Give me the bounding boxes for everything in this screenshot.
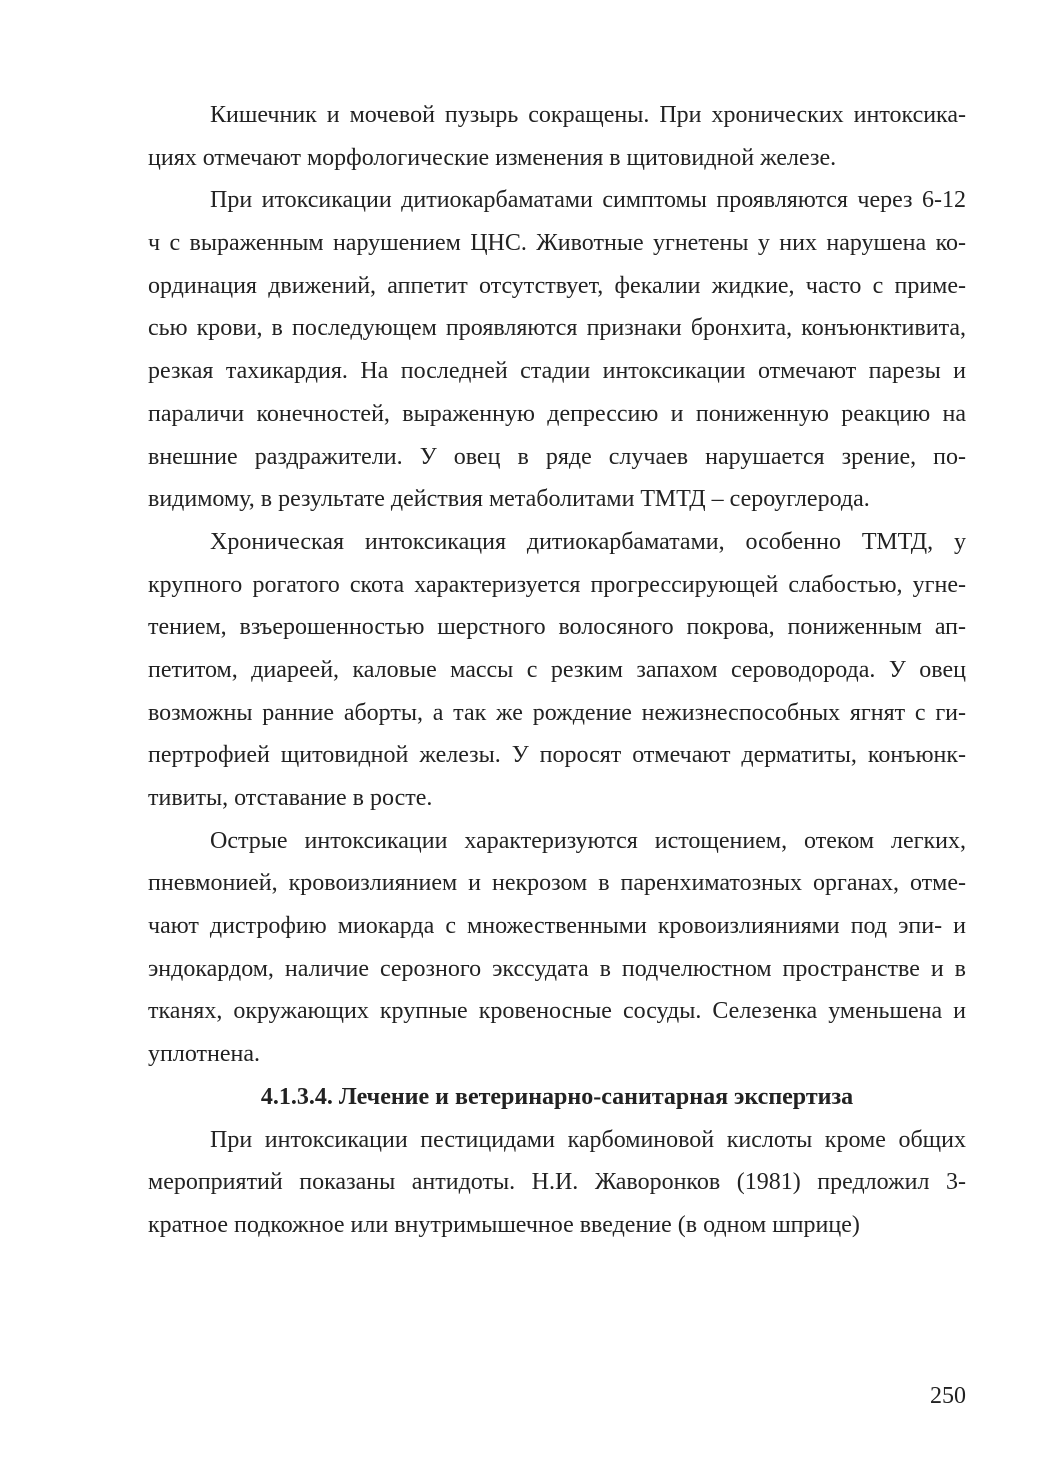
text-line: Хроническая интоксикация дитиокарбаматами, особенно ТМТД, у	[210, 528, 966, 555]
paragraph	[148, 1119, 966, 1247]
text-line: Острые интоксикации характеризуются истощением, отеком легких,	[210, 827, 966, 854]
text-line: эндокардом, наличие серозного экссудата в подчелюстном пространстве и в	[148, 955, 966, 982]
text-line: тканях, окружающих крупные кровеносные сосуды. Селезенка уменьшена и	[148, 998, 966, 1025]
text-line: возможны ранние аборты, а так же рождение нежизнеспособных ягнят с ги-	[148, 699, 966, 726]
paragraph	[148, 94, 966, 179]
text-line: мероприятий показаны антидоты. Н.И. Жаворонков (1981) предложил 3-	[148, 1169, 966, 1196]
document-page	[148, 94, 966, 1247]
text-line: циях отмечают морфологические изменения в щитовидной железе.	[148, 144, 837, 171]
section-heading: 4.1.3.4. Лечение и ветеринарно-санитарная экспертиза	[260, 1083, 854, 1110]
text-line: Кишечник и мочевой пузырь сокращены. При хронических интоксика-	[210, 102, 966, 128]
text-line: кратное подкожное или внутримышечное введение (в одном шприце)	[148, 1211, 860, 1238]
text-line: тением, взъерошенностью шерстного волосяного покрова, пониженным ап-	[148, 614, 966, 641]
text-line: внешние раздражители. У овец в ряде случаев нарушается зрение, по-	[148, 443, 966, 470]
text-line: параличи конечностей, выраженную депрессию и пониженную реакцию на	[148, 400, 966, 427]
text-line: крупного рогатого скота характеризуется прогрессирующей слабостью, угне-	[148, 571, 966, 598]
text-line: тивиты, отставание в росте.	[148, 785, 433, 811]
text-line: При итоксикации дитиокарбаматами симптомы проявляются через 6-12	[210, 187, 966, 214]
text-line: ординация движений, аппетит отсутствует, фекалии жидкие, часто с приме-	[148, 272, 966, 299]
text-line: пневмонией, кровоизлиянием и некрозом в паренхиматозных органах, отме-	[148, 870, 966, 897]
text-line: чают дистрофию миокарда с множественными кровоизлияниями под эпи- и	[148, 913, 966, 940]
text-line: видимому, в результате действия метаболитами ТМТД – сероуглерода.	[148, 486, 870, 513]
text-line: пертрофией щитовидной железы. У поросят отмечают дерматиты, конъюнк-	[148, 742, 966, 769]
text-line: петитом, диареей, каловые массы с резким запахом сероводорода. У овец	[148, 656, 966, 683]
paragraph	[148, 521, 966, 820]
text-line: ч с выраженным нарушением ЦНС. Животные угнетены у них нарушена ко-	[148, 230, 966, 257]
paragraph	[148, 179, 966, 521]
page-number: 250	[930, 1383, 966, 1409]
text-line: уплотнена.	[148, 1041, 260, 1068]
text-line: резкая тахикардия. На последней стадии интоксикации отмечают парезы и	[148, 358, 966, 385]
text-line: сью крови, в последующем проявляются признаки бронхита, конъюнктивита,	[148, 315, 966, 342]
text-line: При интоксикации пестицидами карбоминовой кислоты кроме общих	[210, 1126, 966, 1153]
paragraph	[148, 820, 966, 1076]
